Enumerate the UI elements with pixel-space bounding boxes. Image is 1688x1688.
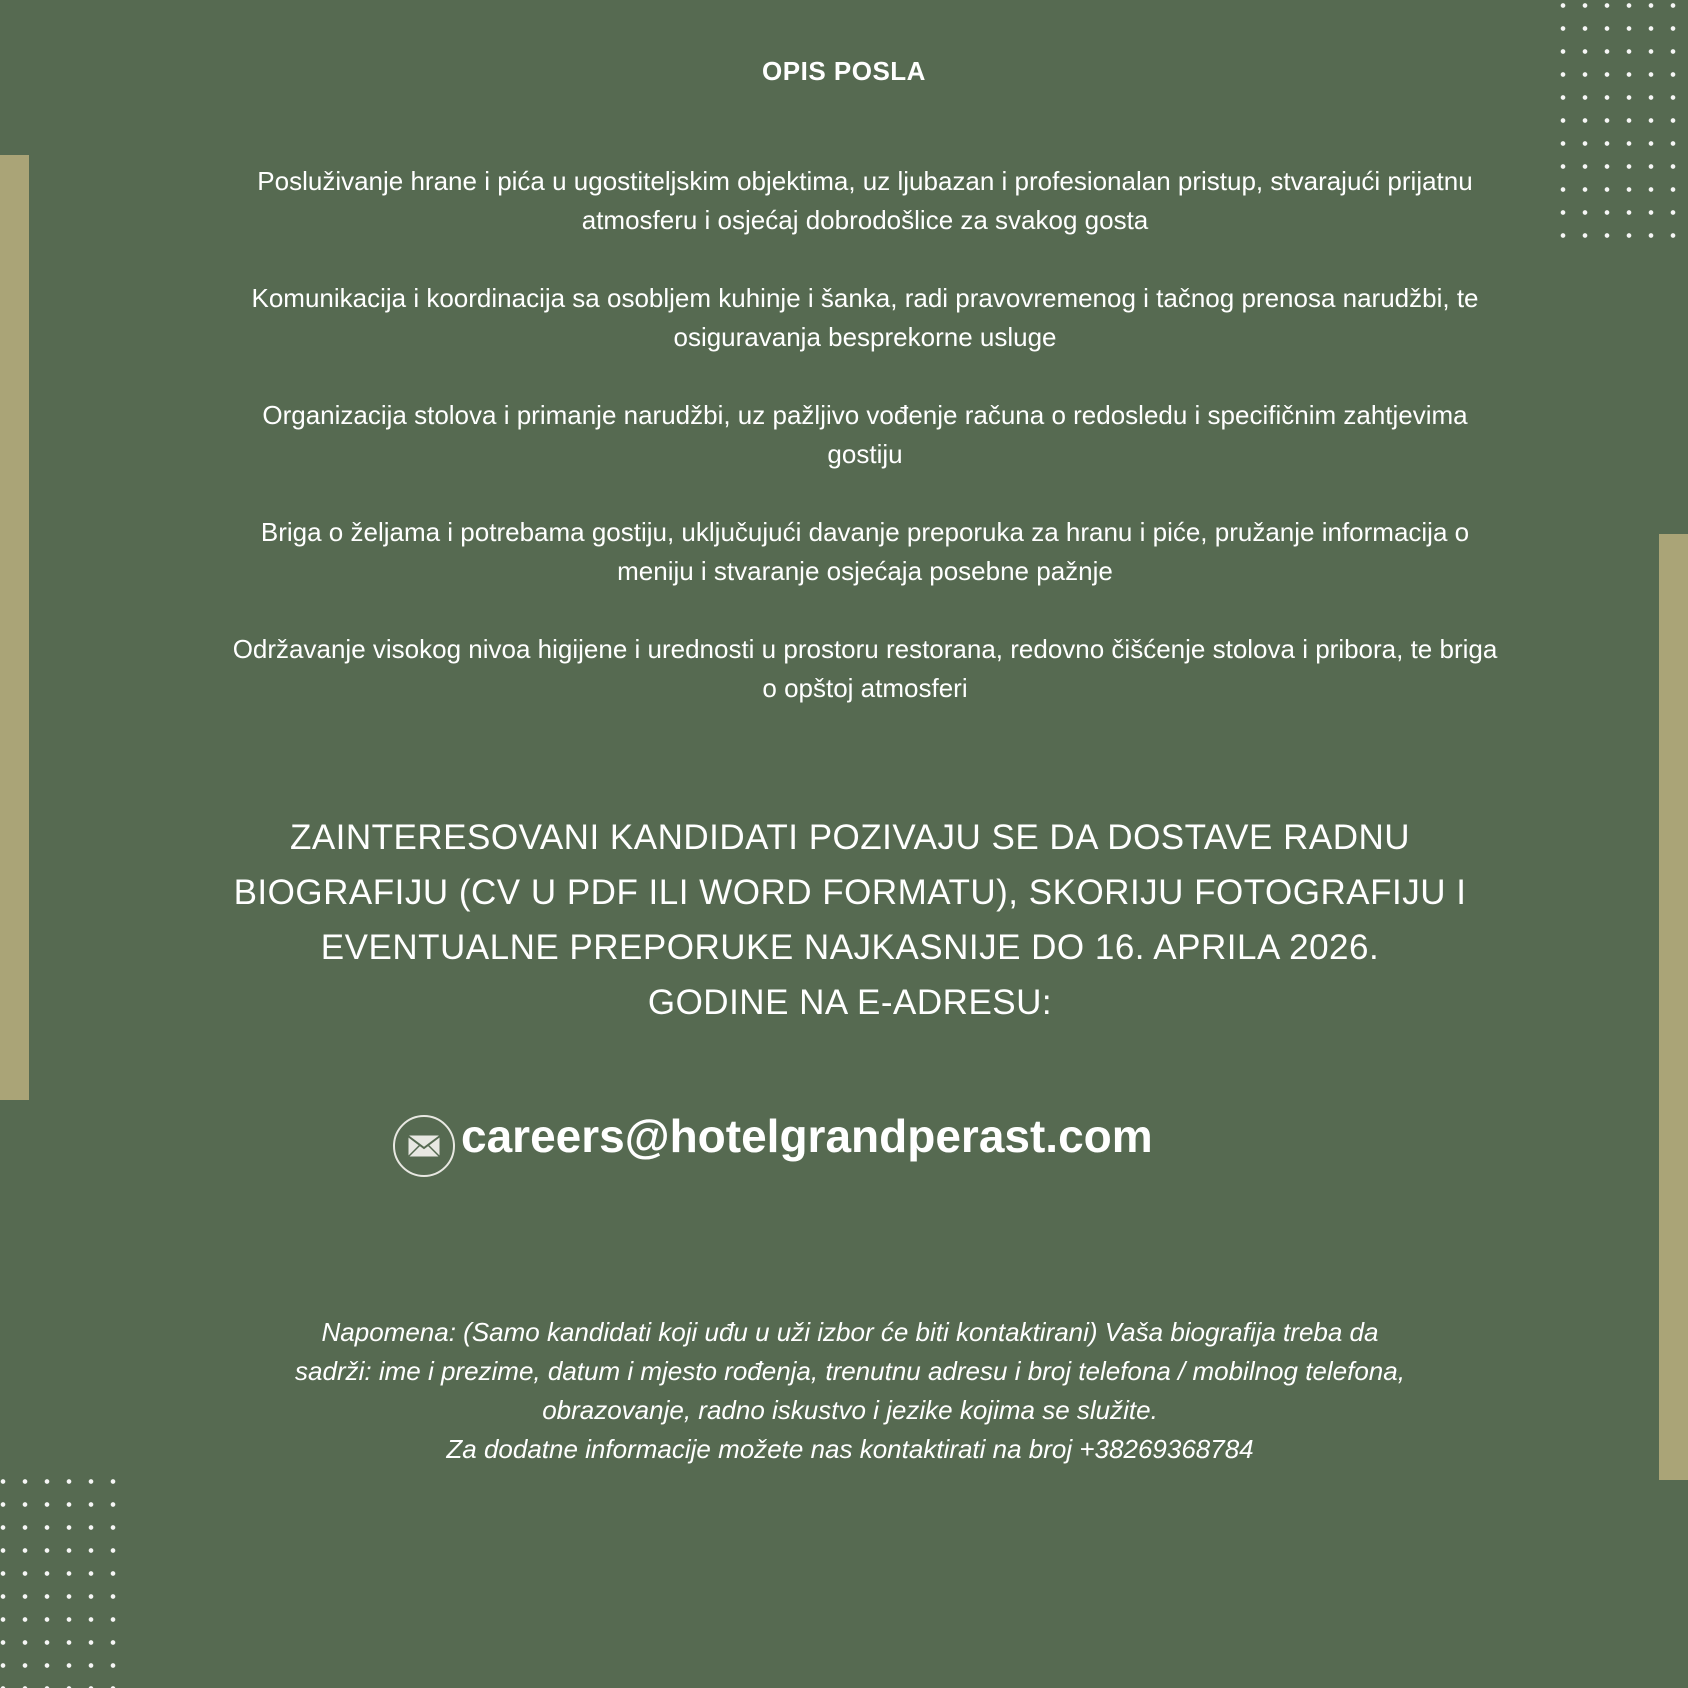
envelope-icon: [393, 1115, 455, 1177]
note-line-1: Napomena: (Samo kandidati koji uđu u uži izbor će biti kontaktirani) Vaša biografija treba da: [321, 1317, 1379, 1347]
duty-item-hygiene: Održavanje visokog nivoa higijene i urednosti u prostoru restorana, redovno čišćenje stolova i pribora, te briga o opštoj atmosferi: [232, 634, 1498, 703]
cta-line-1: ZAINTERESOVANI KANDIDATI POZIVAJU SE DA DOSTAVE RADNU: [289, 818, 1411, 857]
application-call: [200, 810, 1500, 1030]
duty-item-serving: Posluživanje hrane i pića u ugostiteljskim objektima, uz ljubazan i profesionalan pristup, stvarajući prijatnu atmosferu i osjećaj dobrodošlice za svakog gosta: [257, 166, 1473, 235]
cta-line-4: GODINE NA E-ADRESU:: [647, 983, 1053, 1022]
note-line-4: Za dodatne informacije možete nas kontaktirati na broj +38269368784: [446, 1434, 1254, 1464]
duty-item-organization: Organizacija stolova i primanje narudžbi, uz pažljivo vođenje računa o redosledu i specifičnim zahtjevima gostiju: [262, 400, 1468, 469]
cta-line-3: EVENTUALNE PREPORUKE NAJKASNIJE DO 16. APRILA 2026.: [320, 928, 1380, 967]
note-section: [200, 1313, 1500, 1469]
dot-pattern-top-right: [1552, 0, 1688, 240]
note-line-2: sadrži: ime i prezime, datum i mjesto rođenja, trenutnu adresu i broj telefona / mobilnog telefona,: [295, 1356, 1405, 1386]
right-accent-bar: [1659, 534, 1688, 1480]
email-link[interactable]: careers@hotelgrandperast.com: [461, 1110, 1153, 1162]
left-accent-bar: [0, 155, 29, 1100]
duties-list: [215, 162, 1515, 747]
duty-item-guest-care: Briga o željama i potrebama gostiju, uključujući davanje preporuka za hranu i piće, pružanje informacija o meniju i stvaranje osjećaja posebne pažnje: [260, 517, 1470, 586]
duty-item-communication: Komunikacija i koordinacija sa osobljem kuhinje i šanka, radi pravovremenog i tačnog prenosa narudžbi, te osiguravanja besprekorne usluge: [251, 283, 1479, 352]
contact-email-row: [393, 1095, 1153, 1177]
note-line-3: obrazovanje, radno iskustvo i jezike kojima se služite.: [542, 1395, 1158, 1425]
cta-line-2: BIOGRAFIJU (CV U PDF ILI WORD FORMATU), SKORIJU FOTOGRAFIJU I: [233, 873, 1467, 912]
dot-pattern-bottom-left: [0, 1470, 132, 1688]
page-title: OPIS POSLA: [762, 56, 926, 86]
